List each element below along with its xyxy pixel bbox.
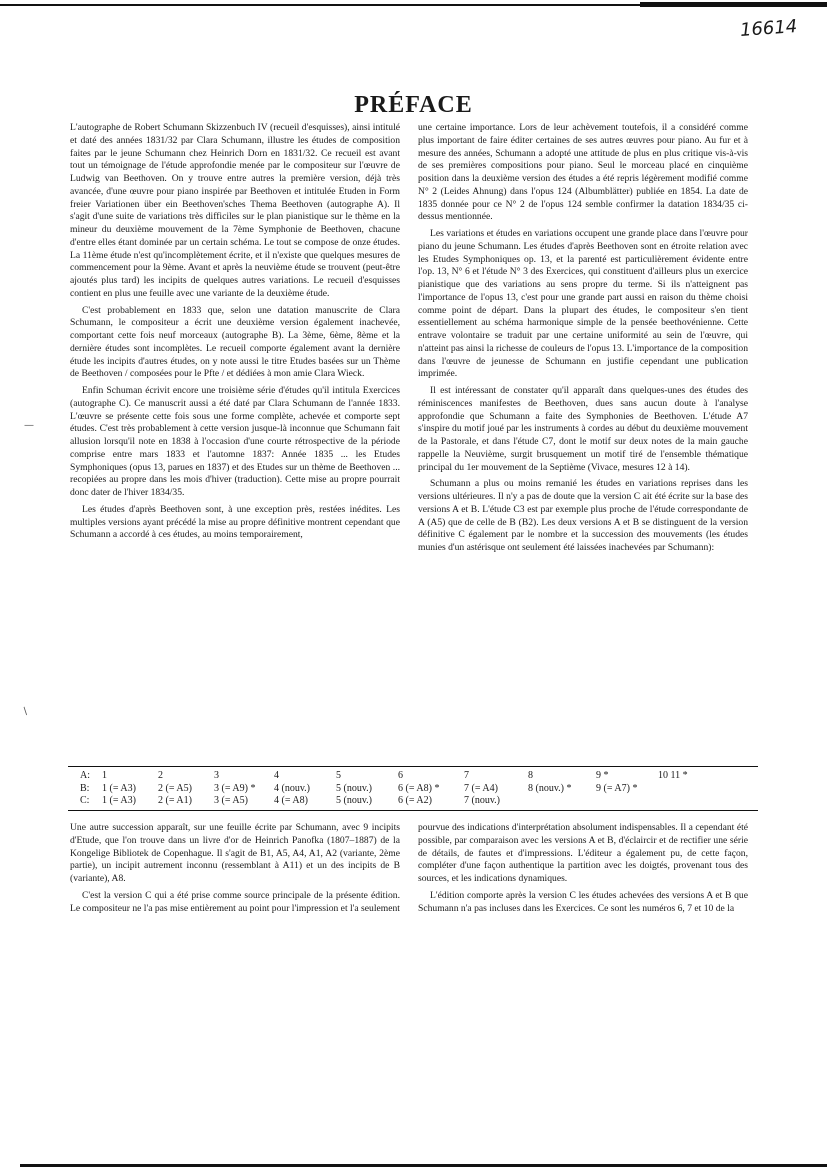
shelfmark: 16614 bbox=[739, 16, 798, 41]
table-cell: 3 (= A9) * bbox=[214, 782, 256, 794]
table-cell: 2 (= A1) bbox=[158, 795, 192, 807]
succession-table bbox=[80, 770, 718, 808]
table-rule-bottom bbox=[68, 810, 758, 811]
table-cell: 4 (nouv.) bbox=[274, 782, 311, 794]
table-cell: 7 (nouv.) bbox=[464, 795, 501, 807]
table-row-label: B: bbox=[80, 782, 90, 794]
table-cell: 6 bbox=[398, 770, 403, 781]
table-row bbox=[80, 770, 718, 783]
table-cell: 4 (= A8) bbox=[274, 795, 308, 807]
paragraph: Une autre succession apparaît, sur une feuille écrite par Schumann, avec 9 incipits d'Etude, que l'on trouve dans un livre d'or de Heinrich Panofka (1807–1887) de la Kongelige Bibliotek de Copenhague. Il s'agit de B1, A5, A4, A1, A2 (variante, 2ème partie), un incipit autrement inconnu (ressemblant à A11) et un des incipits de B (variante), A8. bbox=[70, 822, 400, 884]
paragraph: Enfin Schuman écrivit encore une troisième série d'études qu'il intitula Exercices (autographe C). Ce manuscrit aussi a été daté par Clara Schumann de l'année 1833. L'œuvre se présente cette fois sous une forme complète, achevée et comporte sept études. C'est très probablement à cette version jusque-là inconnue que Schumann fait allusion lorsqu'il note en 1838 à l'occasion d'une courte rétrospective de la période comprise entre mars 1833 et l'automne 1837: Année 1835 ... les Etudes Symphoniques (opus 13, parues en 1837) et des Etudes sur un thème de Beethoven ... recopiées au propre dans les mois d'hiver (traduction). Cette mise au propre pourrait donc dater de l'hiver 1834/35. bbox=[70, 385, 400, 498]
table-cell: 7 (= A4) bbox=[464, 782, 498, 794]
table-cell: 10 11 * bbox=[658, 770, 688, 781]
column-lower-right bbox=[418, 822, 748, 919]
table-row-label: C: bbox=[80, 795, 90, 807]
column-lower-left bbox=[70, 822, 400, 919]
table-cell: 2 (= A5) bbox=[158, 782, 192, 794]
table-cell: 1 (= A3) bbox=[102, 795, 136, 807]
table-cell: 2 bbox=[158, 770, 163, 781]
paragraph: L'édition comporte après la version C les études achevées des versions A et B que Schumann n'a pas incluses dans les Exercices. Ce sont les numéros 6, 7 et 10 de la bbox=[418, 889, 748, 914]
column-upper-left bbox=[70, 122, 400, 546]
paragraph: C'est la version C qui a été prise comme source principale de la présente édition. Le compositeur ne l'a pas mise entièrement au point pour l'impression et l'a seulement bbox=[70, 889, 400, 914]
table-cell: 4 bbox=[274, 770, 279, 781]
table-row-label: A: bbox=[80, 770, 90, 781]
table-cell: 5 (nouv.) bbox=[336, 782, 373, 794]
table-row bbox=[80, 795, 718, 808]
table-rule-top bbox=[68, 766, 758, 767]
column-upper-right bbox=[418, 122, 748, 559]
table-cell: 6 (= A2) bbox=[398, 795, 432, 807]
table-cell: 9 (= A7) * bbox=[596, 782, 638, 794]
margin-mark: / bbox=[21, 706, 31, 717]
table-cell: 5 bbox=[336, 770, 341, 781]
table-cell: 9 * bbox=[596, 770, 609, 781]
top-rule-thick bbox=[640, 2, 827, 7]
paragraph: L'autographe de Robert Schumann Skizzenbuch IV (recueil d'esquisses), ainsi intitulé et daté des années 1831/32 par Clara Schumann, illustre les études de composition faites par le jeune Schumann chez Heinrich Dorn en 1831/32. Ce recueil est avant tout un témoignage de l'étude approfondie menée par le compositeur sur l'œuvre de Ludwig van Beethoven. On y trouve entre autres la première version, déjà très avancée, d'une œuvre pour piano inspirée par Beethoven et intitulée Etuden in Form freier Variationen über ein Beethoven'sches Thema Beethoven (autographe A). Il s'agit d'une suite de variations très difficiles sur le plan pianistique sur le thème en la mineur du deuxième mouvement de la 7ème Symphonie de Beethoven, chacune d'entre elles étant dominée par un certain schéma. Le tout se compose de onze études. La 11ème étude n'est qu'incomplètement écrite, et il n'existe que quelques mesures de commencement pour la 9ème. Avant et après la neuvième étude se trouvent (peut-être ajoutés plus tard) les incipits de quelques autres variations. Le recueil d'esquisses contient en plus une feuille avec une variante de la deuxième étude. bbox=[70, 122, 400, 299]
table-cell: 8 bbox=[528, 770, 533, 781]
table-cell: 8 (nouv.) * bbox=[528, 782, 572, 794]
table-cell: 3 (= A5) bbox=[214, 795, 248, 807]
table-cell: 6 (= A8) * bbox=[398, 782, 440, 794]
table-cell: 5 (nouv.) bbox=[336, 795, 373, 807]
table-cell: 1 (= A3) bbox=[102, 782, 136, 794]
table-cell: 1 bbox=[102, 770, 107, 781]
paragraph: pourvue des indications d'interprétation absolument indispensables. Il a cependant été possible, par comparaison avec les versions A et B, d'éclaircir et de rectifier une série de détails, de fautes et d'impressions. L'éditeur a également pu, de cette façon, compléter d'une façon authentique la partition avec les doigtés, provenant tous des sources, et les indications dynamiques. bbox=[418, 822, 748, 884]
paragraph: Les variations et études en variations occupent une grande place dans l'œuvre pour piano du jeune Schumann. Les études d'après Beethoven sont en étroite relation avec les Etudes Symphoniques op. 13, et la parenté est particulièrement évidente entre l'op. 13, N° 6 et l'étude N° 3 des Exercices, qui constituent d'ailleurs plus un exercice pianistique que des variations au sens propre du terme. Si ils n'atteignent pas l'importance de l'opus 13, c'est pour une grande part aussi en raison du thème choisi comme point de départ. Dans la plupart des études, le compositeur s'en tient essentiellement au schéma harmonique simple de la pensée beethovénienne. Cette entrave volontaire se traduit par une certaine uniformité au sein de l'œuvre, qui n'atteint pas ainsi la richesse de couleurs de l'opus 13. L'importance de la composition dans l'œuvre de jeunesse de Schumann en justifie cependant une publication imprimée. bbox=[418, 228, 748, 380]
bottom-rule bbox=[20, 1164, 827, 1167]
paragraph: Il est intéressant de constater qu'il apparaît dans quelques-unes des études des réminiscences manifestes de Beethoven, dues sans aucun doute à l'analyse approfondie que Schumann a faite des Symphonies de Beethoven. L'étude A7 s'inspire du motif joué par les instruments à cordes au début du deuxième mouvement de la Pastorale, et dans l'étude C7, dont le motif sur deux notes de la main gauche rappelle la Neuvième, surgit brusquement un motif tiré de l'ensemble thématique principal du 1er mouvement de la Septième (Vivace, mesures 12 à 14). bbox=[418, 385, 748, 473]
table-cell: 7 bbox=[464, 770, 469, 781]
paragraph: Les études d'après Beethoven sont, à une exception près, restées inédites. Les multiples versions ayant précédé la mise au propre définitive montrent cependant que Schumann a accordé à ces études, au moins temporairement, bbox=[70, 503, 400, 541]
paragraph: une certaine importance. Lors de leur achèvement toutefois, il a considéré comme plus important de faire éditer certaines de ses autres œuvres pour piano. Au fur et à mesure des années, Schumann a adopté une attitude de plus en plus critique vis-à-vis de ses premières compositions pour piano. Seul le morceau placé en cinquième position dans la deuxième version des études a été repris légèrement modifié comme N° 2 (Leides Ahnung) dans l'opus 124 (Albumblätter) publiée en 1854. La date de 1835 donnée pour ce N° 2 de l'opus 124 semble confirmer la datation 1834/35 ci-dessus mentionnée. bbox=[418, 122, 748, 223]
margin-mark: — bbox=[24, 420, 34, 431]
page-title: PRÉFACE bbox=[354, 92, 473, 118]
table-cell: 3 bbox=[214, 770, 219, 781]
paragraph: C'est probablement en 1833 que, selon une datation manuscrite de Clara Schumann, le compositeur a écrit une deuxième version également inachevée, comportant cette fois neuf morceaux (autographe B). La 3ème, 6ème, 8ème et la dernière études sont incomplètes. Le recueil comporte également avant la dernière étude les incipits d'autres études, on y note aussi le titre Etudes basées sur un Thème de Beethoven / composées pour le Pfte / et dédiées à mon amie Clara Wieck. bbox=[70, 304, 400, 380]
table-row bbox=[80, 783, 718, 796]
paragraph: Schumann a plus ou moins remanié les études en variations reprises dans les versions ultérieures. Il n'y a pas de doute que la version C ait été écrite sur la base des versions A et B. L'étude C3 est par exemple plus proche de l'étude correspondante de A (A5) que de celle de B (B2). Les deux versions A et B se distinguent de la version définitive C également par le nombre et la succession des mouvements (les études munies d'un astérisque ont seulement été laissées inachevées par Schumann): bbox=[418, 478, 748, 553]
